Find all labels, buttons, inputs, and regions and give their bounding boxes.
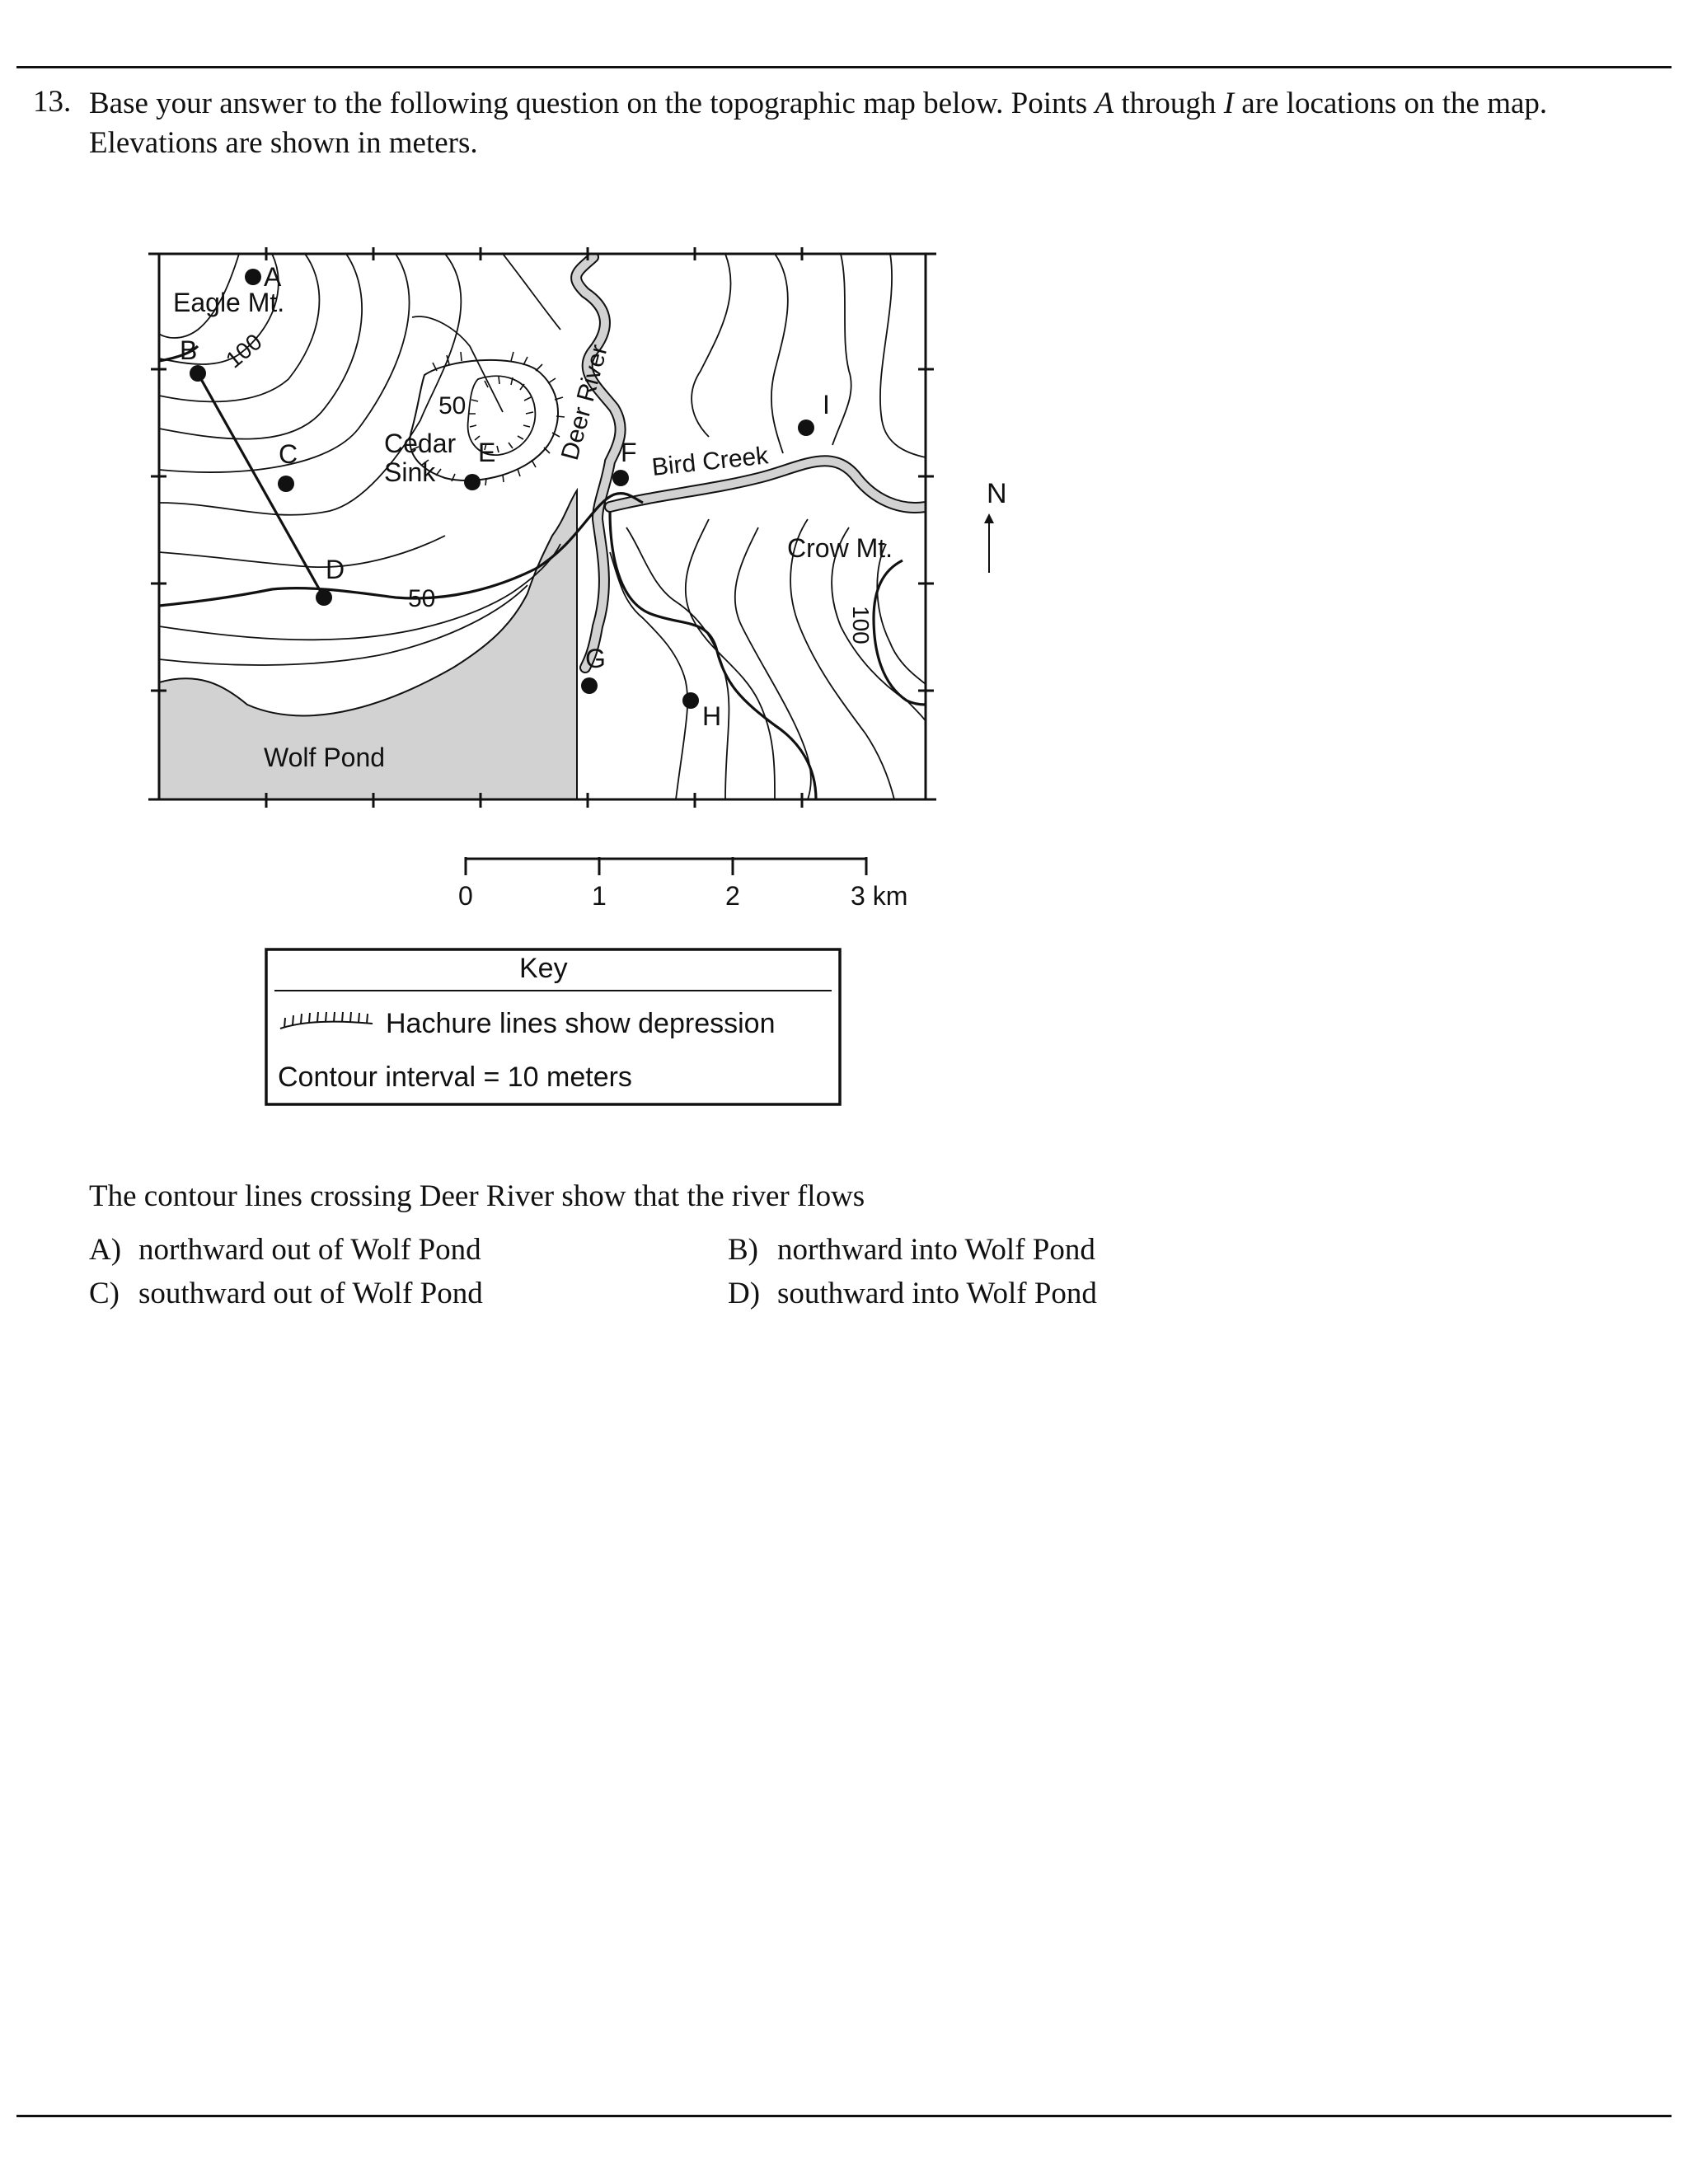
choice-b-text: northward into Wolf Pond (777, 1233, 1095, 1267)
hachure-symbol (280, 1012, 373, 1029)
point-h-dot (682, 692, 699, 709)
scale-0: 0 (458, 881, 473, 911)
north-arrow (984, 478, 1007, 573)
key-title: Key (519, 953, 568, 984)
intro-part-1: Base your answer to the following question on the topographic map below. Points (89, 87, 1095, 120)
topographic-map (148, 239, 1007, 1121)
point-a-dot (245, 269, 261, 285)
choice-b[interactable] (728, 1232, 1095, 1268)
question-number: 13. (33, 85, 72, 119)
sink-50-label: 50 (438, 392, 467, 419)
choice-b-label: B) (728, 1233, 758, 1267)
sink-label: Sink (384, 457, 436, 487)
crow-100-label: 100 (848, 606, 874, 644)
point-h-label: H (702, 701, 722, 731)
choice-a[interactable] (89, 1232, 481, 1268)
choice-c-label: C) (89, 1277, 120, 1310)
scale-3: 3 km (851, 881, 908, 911)
water-features (159, 257, 926, 799)
intro-point-start: A (1095, 87, 1114, 120)
scale-labels (458, 881, 907, 911)
eagle-mt-label: Eagle Mt. (173, 288, 285, 317)
choice-a-label: A) (89, 1233, 122, 1267)
cedar-label: Cedar (384, 429, 457, 458)
point-f-label: F (621, 438, 637, 467)
point-c-dot (278, 476, 294, 492)
intro-part-2: through (1114, 87, 1224, 120)
choice-d[interactable] (728, 1276, 1097, 1311)
intro-point-end: I (1223, 87, 1235, 120)
point-a-label: A (264, 262, 282, 292)
point-b-dot (190, 365, 206, 382)
point-e-label: E (478, 438, 496, 467)
choice-d-label: D) (728, 1277, 761, 1310)
point-d-label: D (326, 555, 345, 584)
d-50-label: 50 (408, 585, 436, 612)
deer-river-label: Deer River (556, 341, 613, 463)
eagle-100-label: 100 (220, 328, 267, 373)
key-interval-text: Contour interval = 10 meters (278, 1062, 632, 1093)
bottom-rule (16, 2115, 1672, 2117)
point-i-dot (798, 419, 814, 436)
key-hachure-text: Hachure lines show depression (386, 1008, 776, 1039)
point-c-label: C (279, 439, 298, 469)
profile-line-b-d (198, 373, 324, 598)
question-prompt: The contour lines crossing Deer River show that the river flows (89, 1179, 865, 1213)
choice-d-text: southward into Wolf Pond (777, 1277, 1097, 1310)
map-key (266, 949, 840, 1104)
point-e-dot (464, 474, 481, 490)
crow-mt-label: Crow Mt. (787, 533, 893, 563)
point-i-label: I (823, 390, 830, 419)
top-rule (16, 66, 1672, 68)
intro-part-3: are locations on the map. Elevations are shown in meters. (89, 87, 1548, 160)
north-label: N (987, 478, 1007, 509)
point-f-dot (612, 470, 629, 486)
choice-a-text: northward out of Wolf Pond (138, 1233, 481, 1267)
crow-mt-100-contour (874, 560, 926, 705)
scale-1: 1 (592, 881, 607, 911)
scale-2: 2 (725, 881, 740, 911)
wolf-pond-label: Wolf Pond (264, 743, 386, 772)
point-g-label: G (585, 644, 606, 673)
deer-river-fill (576, 257, 621, 668)
point-g-dot (581, 677, 598, 694)
choice-c-text: southward out of Wolf Pond (138, 1277, 483, 1310)
question-intro (89, 84, 1589, 163)
point-b-label: B (180, 335, 198, 365)
scale-bar (466, 857, 867, 875)
bird-creek-label: Bird Creek (650, 442, 770, 481)
choice-c[interactable] (89, 1276, 483, 1311)
point-d-dot (316, 589, 332, 606)
